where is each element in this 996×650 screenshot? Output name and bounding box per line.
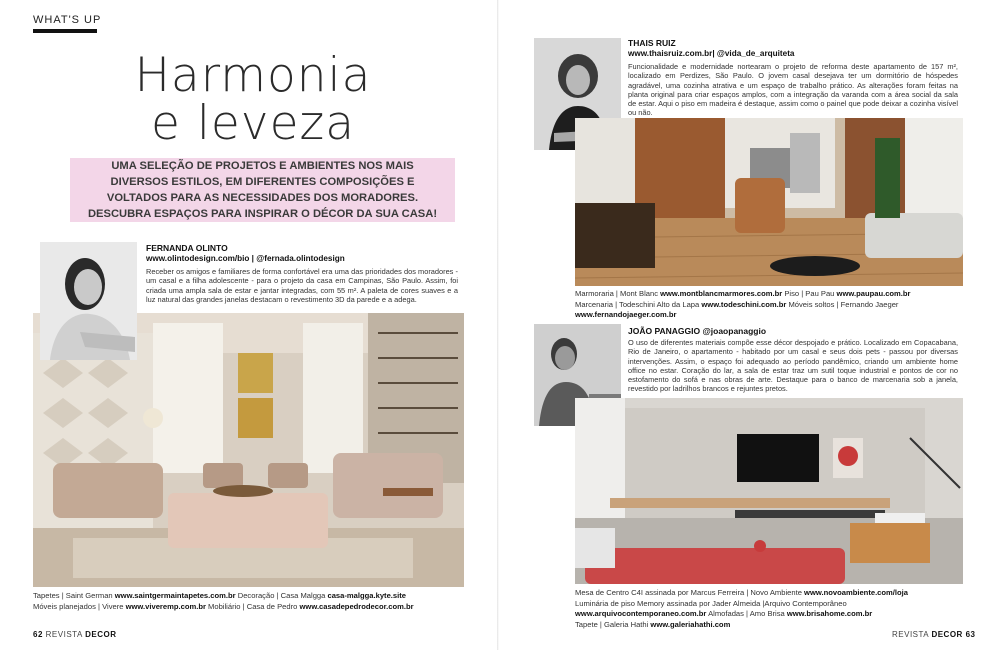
headline-line-1: Harmonia xyxy=(134,48,372,103)
standfirst-line: DIVERSOS ESTILOS, EM DIFERENTES COMPOSIÇÕES E xyxy=(70,174,455,190)
credit-text: Decoração | Casa Malgga xyxy=(235,591,328,600)
magazine-name: REVISTA xyxy=(45,630,83,639)
credit-text: Marcenaria | Todeschini Alto da Lapa xyxy=(575,299,702,309)
credit-link[interactable]: www.todeschini.com.br xyxy=(701,299,787,309)
page-number: 63 xyxy=(965,630,976,639)
profile-text-thais: Funcionalidade e modernidade nortearam o projeto de reforma deste apartamento de 157 m², localizado em Perdizes, São Paulo. O jovem casal desejava ter um dormitório de hóspedes agradável, uma cozinha atrativa e um espaço de trabalho prático. As alterações foram feitas na planta original para criar espaços amplos, com a integração da varanda com a área social da sala de estar. Aqui o piso em madeira é destaque, assim como o painel que pode deixar a cozinha visível ou não. xyxy=(628,62,958,118)
profile-name-joao xyxy=(628,326,766,336)
profile-handle-thais: www.thaisruiz.com.br| @vida_de_arquiteta xyxy=(628,49,795,58)
magazine-section: DECOR xyxy=(931,630,963,639)
profile-name-thais: THAIS RUIZ xyxy=(628,38,676,48)
credit-line xyxy=(575,289,975,300)
credit-link[interactable]: www.viveremp.com.br xyxy=(125,601,206,611)
credit-link[interactable]: www.fernandojaeger.com.br xyxy=(575,310,677,320)
section-underline xyxy=(33,29,97,33)
room-photo-joao xyxy=(575,398,963,584)
page-number: 62 xyxy=(33,630,43,639)
credit-text: Móveis soltos | Fernando Jaeger xyxy=(786,299,899,309)
credits-left xyxy=(33,591,493,612)
credit-line xyxy=(575,609,985,620)
woman-portrait-icon xyxy=(40,242,137,360)
credit-link[interactable]: www.montblancmarmores.com.br xyxy=(660,289,783,298)
credit-text: Mobiliário | Casa de Pedro xyxy=(205,601,300,611)
credit-link[interactable]: www.brisahome.com.br xyxy=(786,609,873,619)
living-room-wood-floor-image xyxy=(575,118,963,286)
profile-handle-fernanda: www.olintodesign.com/bio | @fernada.olintodesign xyxy=(146,254,345,263)
credit-link[interactable]: www.casadepedrodecor.com.br xyxy=(299,601,414,611)
credit-text: Móveis planejados | Vivere xyxy=(33,601,126,611)
credit-link[interactable]: www.paupau.com.br xyxy=(836,289,911,298)
folio-right xyxy=(892,630,975,639)
living-room-red-sofa-image xyxy=(575,398,963,584)
credit-text: Almofadas | Amo Brisa xyxy=(706,609,787,619)
credit-line xyxy=(575,310,975,321)
credit-text: Tapete | Galeria Hathi xyxy=(575,619,651,629)
headline-line-2: e leveza xyxy=(150,96,356,151)
credit-text: Luminária de piso Memory assinada por Jader Almeida |Arquivo Contemporâneo xyxy=(575,598,847,608)
fernanda-portrait xyxy=(40,242,137,360)
profile-name-text: JOÃO PANAGGIO xyxy=(628,326,701,336)
credit-link[interactable]: www.saintgermaintapetes.com.br xyxy=(114,591,236,600)
magazine-name: REVISTA xyxy=(892,630,929,639)
credit-line xyxy=(575,620,985,631)
standfirst-line: UMA SELEÇÃO DE PROJETOS E AMBIENTES NOS MAIS xyxy=(70,158,455,174)
credit-line xyxy=(33,602,493,613)
magazine-section: DECOR xyxy=(85,630,117,639)
credits-thais xyxy=(575,289,975,321)
credit-line xyxy=(575,599,985,610)
credit-text: Tapetes | Saint German xyxy=(33,591,115,600)
credits-joao xyxy=(575,588,985,630)
standfirst xyxy=(70,158,455,222)
credit-link[interactable]: www.arquivocontemporaneo.com.br xyxy=(575,609,707,619)
credit-link[interactable]: www.novoambiente.com/loja xyxy=(804,588,908,597)
profile-handle-joao: @joaopanaggio xyxy=(702,326,767,336)
credit-link[interactable]: www.galeriahathi.com xyxy=(650,619,731,629)
profile-text-joao: O uso de diferentes materiais compõe esse décor despojado e prático. Localizado em Copacabana, Rio de Janeiro, o apartamento - habitado por um casal e seus dois pets - passou por diversas intervenções. Assim, o espaço foi adequado ao período pandêmico, criando um ambiente home office no estar. Coração do lar, a sala de estar traz um sutil toque industrial e pontos de cor no estofamento do sofá e nas obras de arte. Destaque para o banco de marcenaria sob a janela, revestido por ladrilhos brancos e rejuntes pretos. xyxy=(628,338,958,394)
credit-link[interactable]: casa-malgga.kyte.site xyxy=(327,591,406,600)
page-gutter xyxy=(497,0,499,650)
credit-text: Mesa de Centro C4I assinada por Marcus Ferreira | Novo Ambiente xyxy=(575,588,805,597)
credit-line xyxy=(575,300,975,311)
room-photo-thais xyxy=(575,118,963,286)
credit-text: Marmoraria | Mont Blanc xyxy=(575,289,661,298)
profile-text-fernanda: Receber os amigos e familiares de forma confortável era uma das prioridades dos moradores - um casal e a filha adolescente - para o projeto da casa em Campinas, São Paulo. Assim, foi criada uma ampla sala de estar e jantar integradas, com 55 m². A paleta de cores suaves e a luz natural das grandes janelas destacam o revestimento 3D da parede e a adega. xyxy=(146,267,458,304)
standfirst-line: VOLTADOS PARA AS NECESSIDADES DOS MORADORES. xyxy=(70,190,455,206)
credit-text: Piso | Pau Pau xyxy=(782,289,837,298)
folio-left xyxy=(33,630,116,639)
credit-line xyxy=(575,588,985,599)
section-label: WHAT'S UP xyxy=(33,14,102,26)
credit-line xyxy=(33,591,493,602)
standfirst-line: DESCUBRA ESPAÇOS PARA INSPIRAR O DÉCOR DA SUA CASA! xyxy=(70,206,455,222)
profile-name-fernanda: FERNANDA OLINTO xyxy=(146,243,228,253)
